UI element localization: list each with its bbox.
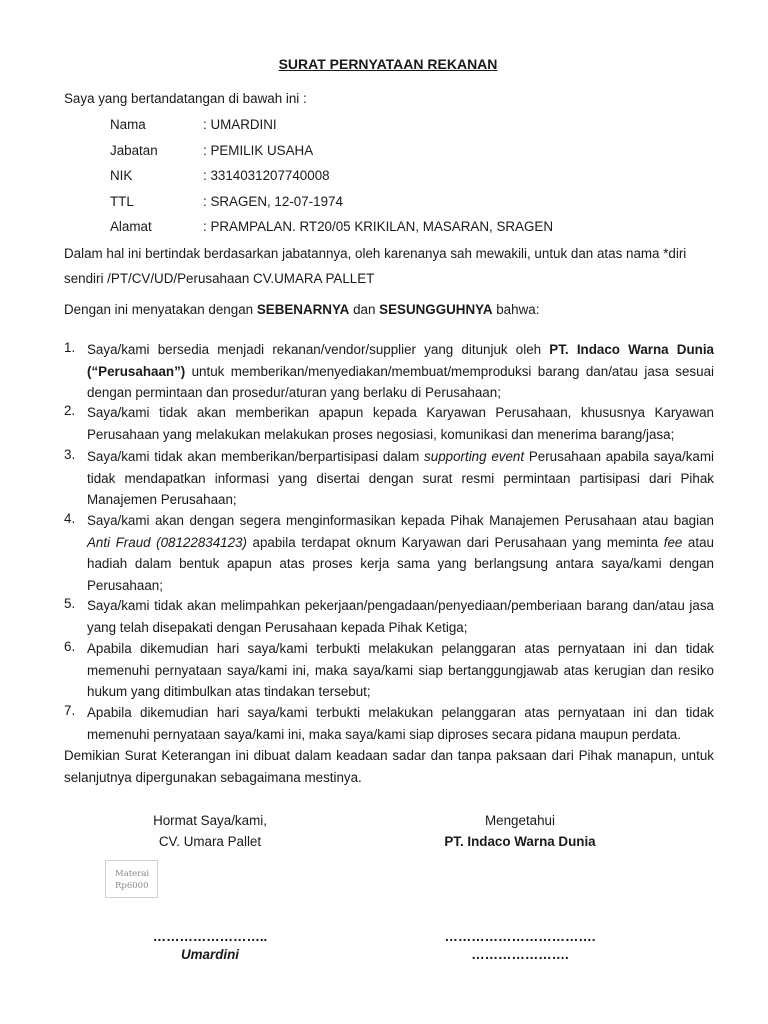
signatory-name: Umardini xyxy=(180,947,240,962)
identity-label: Nama xyxy=(110,117,146,132)
signature-block-right xyxy=(420,810,620,852)
signature-line-left xyxy=(150,928,270,964)
list-text-part: untuk memberikan/menyediakan/membuat/memproduksi barang dan/atau jasa sesuai dengan permintaan dan prosedur/aturan yang berlaku di Perusahaan; xyxy=(87,363,714,400)
list-text-italic: Anti Fraud (08122834123) xyxy=(87,534,247,550)
list-number: 3. xyxy=(64,447,76,462)
list-text: Apabila dikemudian hari saya/kami terbukti melakukan pelanggaran atas pernyataan ini dan tidak memenuhi pernyataan saya/kami ini, maka saya/kami siap diproses secara pidana maupun perdata. xyxy=(87,705,714,742)
list-number: 6. xyxy=(64,639,76,654)
authority-line-1: Dalam hal ini bertindak berdasarkan jabatannya, oleh karenanya sah mewakili, untuk dan atas nama *diri xyxy=(64,246,687,261)
list-text-italic: fee xyxy=(663,534,683,550)
list-text-part: apabila terdapat oknum Karyawan dari Perusahaan yang meminta xyxy=(246,534,664,550)
stamp-amount: Rp6000 xyxy=(115,881,149,891)
identity-label: NIK xyxy=(110,168,133,183)
stamp-label: Materai xyxy=(115,869,150,879)
list-text-part: Perusahaan apabila saya/kami tidak mendapatkan informasi yang disertai dengan surat resmi permintaan partisipasi dari Pihak Manajemen Perusahaan; xyxy=(87,449,714,507)
declaration-text: dan xyxy=(349,302,380,317)
list-text-part: atau hadiah dalam bentuk apapun atas proses kerja sama yang berlangsung antara saya/kami dengan Perusahaan; xyxy=(87,534,714,593)
signature-company: CV. Umara Pallet xyxy=(158,834,262,849)
signature-dots: …………………….. xyxy=(152,929,268,944)
declaration-text: Dengan ini menyatakan dengan xyxy=(64,302,257,317)
list-text xyxy=(87,339,714,404)
list-text xyxy=(87,510,714,596)
identity-value: : PRAMPALAN. RT20/05 KRIKILAN, MASARAN, SRAGEN xyxy=(203,219,553,234)
authority-paragraph xyxy=(64,241,714,291)
list-number: 2. xyxy=(64,403,76,418)
identity-label: TTL xyxy=(110,194,134,209)
intro-line: Saya yang bertandatangan di bawah ini : xyxy=(64,91,307,106)
list-text: Saya/kami tidak akan memberikan apapun kepada Karyawan Perusahaan, khususnya Karyawan Perusahaan yang melakukan melakukan proses negosiasi, komunikasi dan menerima barang/jasa; xyxy=(87,405,714,442)
list-text-italic: supporting event xyxy=(424,449,525,464)
authority-line-2: sendiri /PT/CV/UD/Perusahaan CV.UMARA PALLET xyxy=(64,271,375,286)
identity-value: : UMARDINI xyxy=(203,117,277,132)
declaration-emphasis: SESUNGGUHNYA xyxy=(379,302,493,317)
identity-value: : PEMILIK USAHA xyxy=(203,143,314,158)
signatory-name: …………………. xyxy=(471,947,569,962)
list-text: Apabila dikemudian hari saya/kami terbukti melakukan pelanggaran atas pernyataan ini dan tidak memenuhi pernyataan saya/kami ini, maka saya/kami siap bertanggungjawab atas kerugian dan resiko hukum yang ditimbulkan atas tindakan tersebut; xyxy=(87,641,714,699)
identity-label: Alamat xyxy=(110,219,152,234)
document-title: SURAT PERNYATAAN REKANAN xyxy=(278,56,498,72)
signature-company: PT. Indaco Warna Dunia xyxy=(444,834,596,849)
list-number: 5. xyxy=(64,596,76,611)
list-text-part: Saya/kami tidak akan memberikan/berpartisipasi dalam xyxy=(87,449,425,464)
declaration-text: bahwa: xyxy=(492,302,540,317)
list-number: 4. xyxy=(64,511,76,526)
list-number: 7. xyxy=(64,703,76,718)
list-text: Saya/kami tidak akan melimpahkan pekerjaan/pengadaan/penyediaan/pemberiaan barang dan/atau jasa yang telah disepakati dengan Perusahaan kepada Pihak Ketiga; xyxy=(87,598,714,635)
list-text-bold: PT. Indaco Warna Dunia (“Perusahaan”) xyxy=(87,342,714,379)
list-number: 1. xyxy=(64,340,76,355)
list-text-part: Saya/kami bersedia menjadi rekanan/vendor/supplier yang ditunjuk oleh xyxy=(87,342,550,357)
stamp-duty-placeholder xyxy=(105,860,158,898)
declaration-line xyxy=(64,302,539,317)
list-text-part: Saya/kami akan dengan segera menginformasikan kepada Pihak Manajemen Perusahaan atau bagian xyxy=(87,513,714,528)
signature-block-left xyxy=(130,810,290,852)
identity-label: Jabatan xyxy=(110,143,158,158)
signature-dots: ……………………………. xyxy=(444,929,596,944)
closing-paragraph: Demikian Surat Keterangan ini dibuat dalam keadaan sadar dan tanpa paksaan dari Pihak manapun, untuk selanjutnya dipergunakan sebagaimana mestinya. xyxy=(64,748,714,785)
signature-line-right xyxy=(420,928,620,964)
signature-acknowledge: Mengetahui xyxy=(485,813,555,828)
identity-value: : SRAGEN, 12-07-1974 xyxy=(203,194,343,209)
declaration-emphasis: SEBENARNYA xyxy=(256,302,350,317)
identity-value: : 3314031207740008 xyxy=(203,168,330,183)
list-text xyxy=(87,446,714,511)
signature-greeting: Hormat Saya/kami, xyxy=(153,813,267,828)
